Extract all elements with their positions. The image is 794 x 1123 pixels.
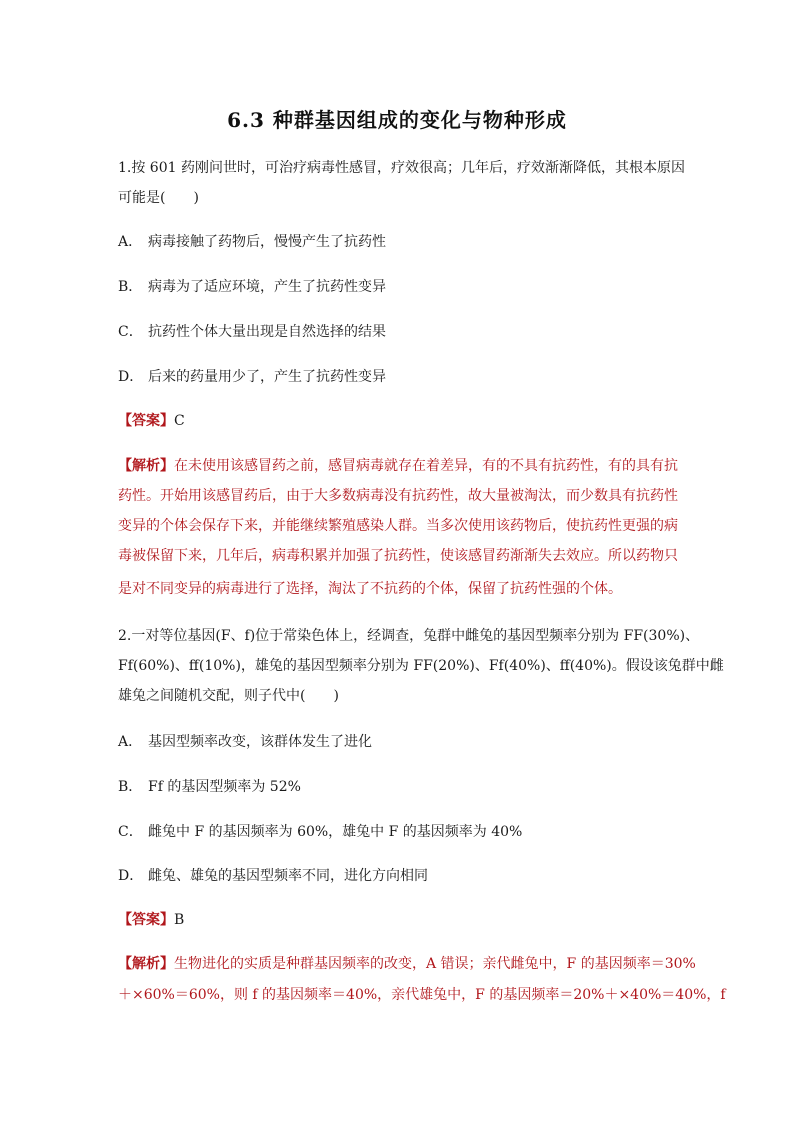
q2-stem-line-3: 雄兔之间随机交配，则子代中( ) bbox=[118, 688, 339, 704]
q1-option-c bbox=[118, 322, 386, 342]
option-text: 雌兔中 F 的基因频率为 60%，雄兔中 F 的基因频率为 40% bbox=[148, 824, 523, 840]
q1-analysis-line-3: 变异的个体会保存下来，并能继续繁殖感染人群。当多次使用该药物后，使抗药性更强的病 bbox=[118, 518, 678, 534]
q1-analysis-line-4: 毒被保留下来，几年后，病毒积累并加强了抗药性，使该感冒药渐渐失去效应。所以药物只 bbox=[118, 548, 678, 564]
answer-value: B bbox=[174, 912, 185, 928]
q2-option-d bbox=[118, 866, 428, 886]
q1-analysis-line-1 bbox=[118, 456, 678, 476]
option-text: Ff 的基因型频率为 52% bbox=[148, 779, 301, 795]
option-letter: A． bbox=[118, 234, 143, 250]
option-text: 病毒为了适应环境，产生了抗药性变异 bbox=[148, 279, 386, 295]
q2-stem-line-2: Ff(60%)、ff(10%)，雄兔的基因型频率分别为 FF(20%)、Ff(40%)、ff(40%)。假设该兔群中雌 bbox=[118, 658, 724, 674]
answer-label: 【答案】 bbox=[118, 912, 174, 928]
q2-analysis-line-2: ＋×60%＝60%，则 f 的基因频率＝40%，亲代雄兔中，F 的基因频率＝20%＋×40%＝40%，f bbox=[118, 987, 726, 1003]
analysis-label: 【解析】 bbox=[118, 458, 174, 474]
analysis-text: 在未使用该感冒药之前，感冒病毒就存在着差异，有的不具有抗药性，有的具有抗 bbox=[174, 458, 678, 474]
analysis-label: 【解析】 bbox=[118, 956, 174, 972]
q1-option-a bbox=[118, 232, 386, 252]
option-letter: B． bbox=[118, 279, 143, 295]
q2-stem-line-1: 2.一对等位基因(F、f)位于常染色体上，经调查，兔群中雌兔的基因型频率分别为 FF(30%)、 bbox=[118, 628, 700, 644]
option-text: 基因型频率改变，该群体发生了进化 bbox=[148, 734, 372, 750]
option-text: 后来的药量用少了，产生了抗药性变异 bbox=[148, 369, 386, 385]
q1-analysis-line-2: 药性。开始用该感冒药后，由于大多数病毒没有抗药性，故大量被淘汰，而少数具有抗药性 bbox=[118, 488, 678, 504]
q2-option-c bbox=[118, 822, 522, 842]
option-letter: C． bbox=[118, 324, 143, 340]
option-text: 病毒接触了药物后，慢慢产生了抗药性 bbox=[148, 234, 386, 250]
answer-value: C bbox=[174, 413, 185, 429]
option-letter: B． bbox=[118, 779, 143, 795]
q1-answer bbox=[118, 411, 185, 431]
option-letter: D． bbox=[118, 868, 144, 884]
q2-answer bbox=[118, 910, 184, 930]
q2-option-b bbox=[118, 777, 301, 797]
q1-option-d bbox=[118, 367, 386, 387]
option-letter: D． bbox=[118, 369, 144, 385]
answer-label: 【答案】 bbox=[118, 413, 174, 429]
q1-stem-line-1: 1.按 601 药刚问世时，可治疗病毒性感冒，疗效很高；几年后，疗效渐渐降低，其根本原因 bbox=[118, 160, 685, 176]
q1-analysis-line-5: 是对不同变异的病毒进行了选择，淘汰了不抗药的个体，保留了抗药性强的个体。 bbox=[118, 581, 622, 597]
q2-option-a bbox=[118, 732, 372, 752]
q1-stem-line-2: 可能是( ) bbox=[118, 190, 199, 206]
option-letter: A． bbox=[118, 734, 143, 750]
q1-option-b bbox=[118, 277, 386, 297]
page-title: 6.3 种群基因组成的变化与物种形成 bbox=[227, 108, 567, 132]
option-text: 抗药性个体大量出现是自然选择的结果 bbox=[148, 324, 386, 340]
analysis-text: 生物进化的实质是种群基因频率的改变，A 错误；亲代雌兔中，F 的基因频率＝30% bbox=[174, 956, 696, 972]
option-text: 雌兔、雄兔的基因型频率不同，进化方向相同 bbox=[148, 868, 428, 884]
q2-analysis-line-1 bbox=[118, 954, 696, 974]
option-letter: C． bbox=[118, 824, 143, 840]
